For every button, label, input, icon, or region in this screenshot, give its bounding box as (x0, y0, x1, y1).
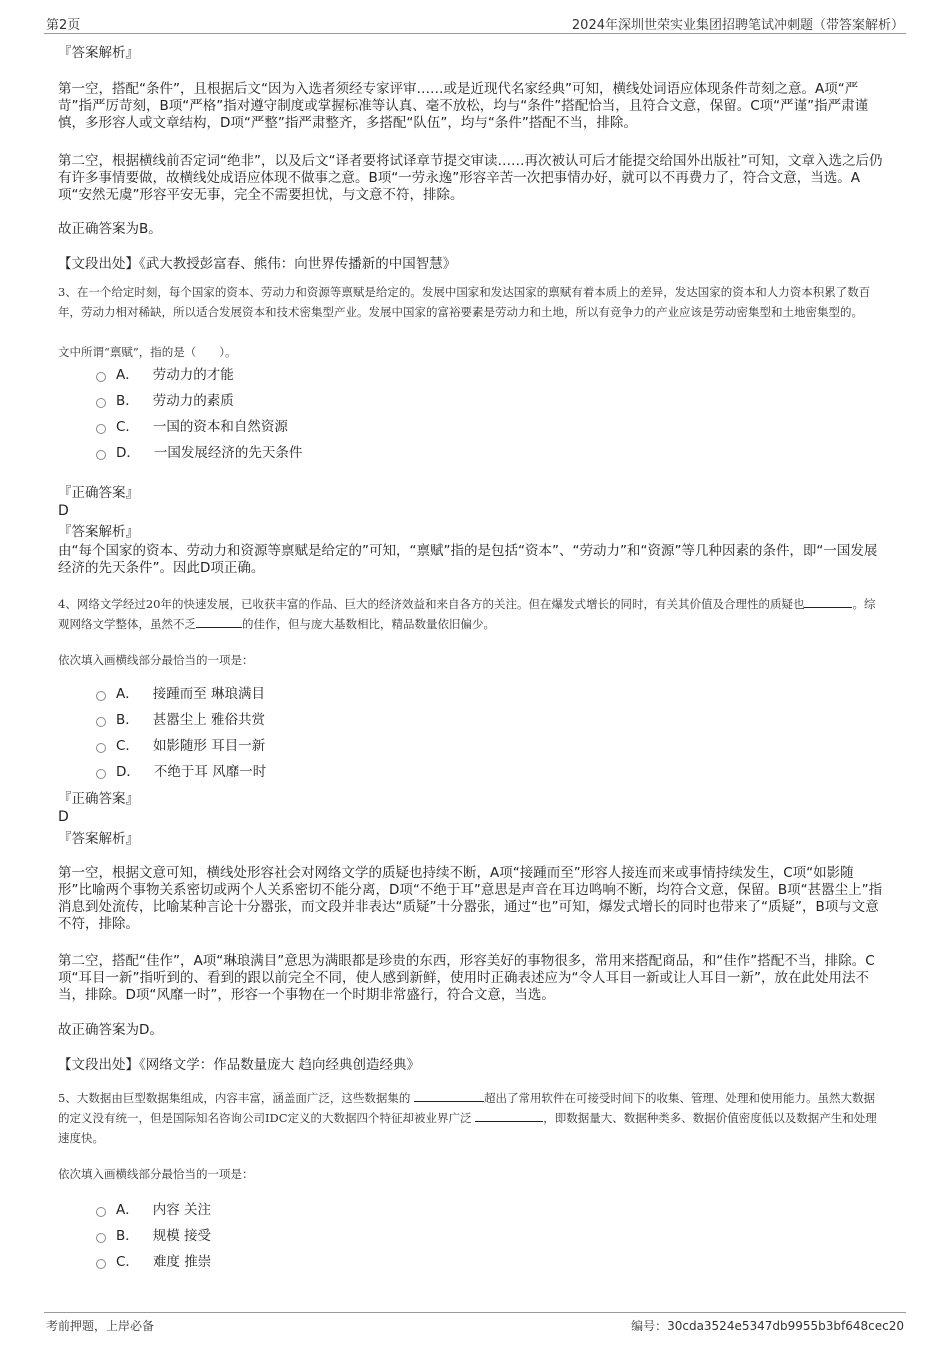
radio-icon[interactable] (96, 691, 106, 701)
q4-stem-part2: 。综观网络文学整体，虽然不乏 (58, 597, 876, 631)
option-letter: A． (116, 1202, 139, 1218)
q5-stem (58, 1088, 886, 1148)
q5-option-a[interactable] (96, 1201, 211, 1219)
fill-blank (196, 627, 242, 628)
q2-conclusion: 故正确答案为B。 (58, 221, 162, 237)
q4-option-c[interactable] (96, 737, 265, 755)
radio-icon[interactable] (96, 743, 106, 753)
q3-option-c[interactable] (96, 418, 288, 436)
q3-option-a[interactable] (96, 366, 234, 384)
q4-option-a[interactable] (96, 685, 265, 703)
q3-option-d[interactable] (96, 444, 302, 462)
radio-icon[interactable] (96, 398, 106, 408)
document-title: 2024年深圳世荣实业集团招聘笔试冲刺题（带答案解析） (571, 18, 904, 33)
option-text: 如影随形 耳目一新 (152, 738, 266, 754)
q5-question: 依次填入画横线部分最恰当的一项是： (58, 1167, 254, 1181)
q2-analysis-para1: 第一空，搭配“条件”，且根据后文“因为入选者须经专家评审……或是近现代名家经典”可知，横线处词语应体现条件苛刻之意。A项“严苛”指严厉苛刻，B项“严格”指对遵守制度或掌握标准等认真、毫不放松，均与“条件”搭配恰当，且符合文意，保留。C项“严谨”指严肃谨慎，多形容人或文章结构，D项“严整”指严肃整齐，多搭配“队伍”，均与“条件”搭配不当，排除。 (58, 81, 869, 131)
option-letter: D． (116, 445, 140, 461)
option-text: 难度 推崇 (152, 1254, 212, 1270)
q3-analysis-label: 『答案解析』 (58, 524, 139, 540)
option-text: 甚嚣尘上 雅俗共赏 (152, 712, 266, 728)
fill-blank (414, 1101, 484, 1102)
footer-slogan: 考前押题，上岸必备 (46, 1319, 155, 1333)
radio-icon[interactable] (96, 424, 106, 434)
radio-icon[interactable] (96, 1233, 106, 1243)
q4-analysis-para1: 第一空，根据文意可知，横线处形容社会对网络文学的质疑也持续不断，A项“接踵而至”形容人接连而来或事情持续发生，C项“如影随形”比喻两个事物关系密切或两个人关系密切不能分离，D项“不绝于耳”意思是声音在耳边鸣响不断，均符合文意，保留。B项“甚嚣尘上”指消息到处流传，比喻某种言论十分嚣张，而文段并非表达“质疑”十分嚣张，通过“也”可知，爆发式增长的同时也带来了“质疑”，B项与文意不符，排除。 (58, 865, 883, 932)
q3-option-b[interactable] (96, 392, 234, 410)
q4-stem-part1: 4、网络文学经过20年的快速发展，已收获丰富的作品、巨大的经济效益和来自各方的关注。但在爆发式增长的同时，有关其价值及合理性的质疑也 (58, 597, 805, 611)
radio-icon[interactable] (96, 372, 106, 382)
q2-analysis-label: 『答案解析』 (58, 45, 139, 61)
q4-analysis-label: 『答案解析』 (58, 831, 139, 847)
option-text: 规模 接受 (152, 1228, 212, 1244)
q4-correct-label: 『正确答案』 (58, 791, 139, 807)
q4-question: 依次填入画横线部分最恰当的一项是： (58, 653, 254, 667)
q4-stem-part3: 的佳作，但与庞大基数相比，精品数量依旧偏少。 (242, 617, 495, 631)
option-text: 不绝于耳 风靡一时 (153, 764, 267, 780)
option-letter: B． (116, 712, 139, 728)
option-letter: B． (116, 393, 139, 409)
option-letter: D． (116, 764, 140, 780)
q5-stem-part2: 超出了常用软件在可接受时间下的收集、管理、处理和使用能力。虽然大数据的定义没有统一，但是国际知名咨询公司IDC定义的大数据四个特征却被业界广泛 (58, 1091, 875, 1125)
document-id: 编号：30cda3524e5347db9955b3bf648cec20 (631, 1319, 904, 1333)
q2-analysis-para2: 第二空，根据横线前否定词“绝非”，以及后文“译者要将试译章节提交审读……再次被认可后才能提交给国外出版社”可知，文章入选之后仍有许多事情要做，故横线处成语应体现不做事之意。B项“一劳永逸”形容辛苦一次把事情办好，就可以不再费力了，符合文意，当选。A项“安然无虞”形容平安无事，完全不需要担忧，与文意不符，排除。 (58, 153, 883, 203)
q3-stem: 3、在一个给定时刻，每个国家的资本、劳动力和资源等禀赋是给定的。发展中国家和发达国家的禀赋有着本质上的差异，发达国家的资本和人力资本积累了数百年，劳动力相对稀缺，所以适合发展资本和技术密集型产业。发展中国家的富裕要素是劳动力和土地，所以有竞争力的产业应该是劳动密集型和土地密集型的。 (58, 285, 871, 319)
q4-option-d[interactable] (96, 763, 266, 781)
q3-correct-label: 『正确答案』 (58, 485, 139, 501)
q5-stem-part1: 5、大数据由巨型数据集组成，内容丰富，涵盖面广泛，这些数据集的 (58, 1091, 414, 1105)
option-text: 劳动力的素质 (152, 393, 234, 409)
q4-conclusion: 故正确答案为D。 (58, 1022, 163, 1038)
q3-correct-answer: D (58, 503, 69, 519)
option-text: 一国发展经济的先天条件 (153, 445, 303, 461)
q3-question: 文中所谓“禀赋”，指的是（ ）。 (58, 345, 237, 359)
radio-icon[interactable] (96, 450, 106, 460)
option-text: 内容 关注 (152, 1202, 212, 1218)
q3-analysis: 由“每个国家的资本、劳动力和资源等禀赋是给定的”可知，“禀赋”指的是包括“资本”、“劳动力”和“资源”等几种因素的条件，即“一国发展经济的先天条件”。因此D项正确。 (58, 543, 878, 576)
page-footer (44, 1312, 906, 1336)
radio-icon[interactable] (96, 1207, 106, 1217)
q5-stem-part3: ，即数据量大、数据种类多、数据价值密度低以及数据产生和处理速度快。 (58, 1111, 877, 1145)
q4-source: 【文段出处】《网络文学：作品数量庞大 趋向经典创造经典》 (58, 1057, 421, 1073)
q5-option-b[interactable] (96, 1227, 211, 1245)
q4-option-b[interactable] (96, 711, 265, 729)
option-letter: B． (116, 1228, 139, 1244)
radio-icon[interactable] (96, 717, 106, 727)
page-header (44, 12, 906, 34)
q5-option-c[interactable] (96, 1253, 211, 1271)
option-letter: A． (116, 686, 139, 702)
option-letter: C． (116, 738, 139, 754)
option-letter: C． (116, 419, 139, 435)
fill-blank (804, 607, 852, 608)
option-text: 一国的资本和自然资源 (152, 419, 288, 435)
option-letter: C． (116, 1254, 139, 1270)
page-number: 第2页 (46, 18, 81, 33)
q4-stem (58, 594, 886, 634)
q4-correct-answer: D (58, 809, 69, 825)
option-text: 接踵而至 琳琅满目 (152, 686, 266, 702)
option-text: 劳动力的才能 (152, 367, 234, 383)
q4-analysis-para2: 第二空，搭配“佳作”，A项“琳琅满目”意思为满眼都是珍贵的东西，形容美好的事物很多，常用来搭配商品，和“佳作”搭配不当，排除。C项“耳目一新”指听到的、看到的跟以前完全不同，使人感到新鲜，使用时正确表述应为“令人耳目一新或让人耳目一新”，放在此处用法不当，排除。D项“风靡一时”，形容一个事物在一个时期非常盛行，符合文意，当选。 (58, 953, 875, 1003)
option-letter: A． (116, 367, 139, 383)
radio-icon[interactable] (96, 769, 106, 779)
radio-icon[interactable] (96, 1259, 106, 1269)
q2-source: 【文段出处】《武大教授彭富春、熊伟：向世界传播新的中国智慧》 (58, 256, 457, 272)
fill-blank (475, 1121, 543, 1122)
